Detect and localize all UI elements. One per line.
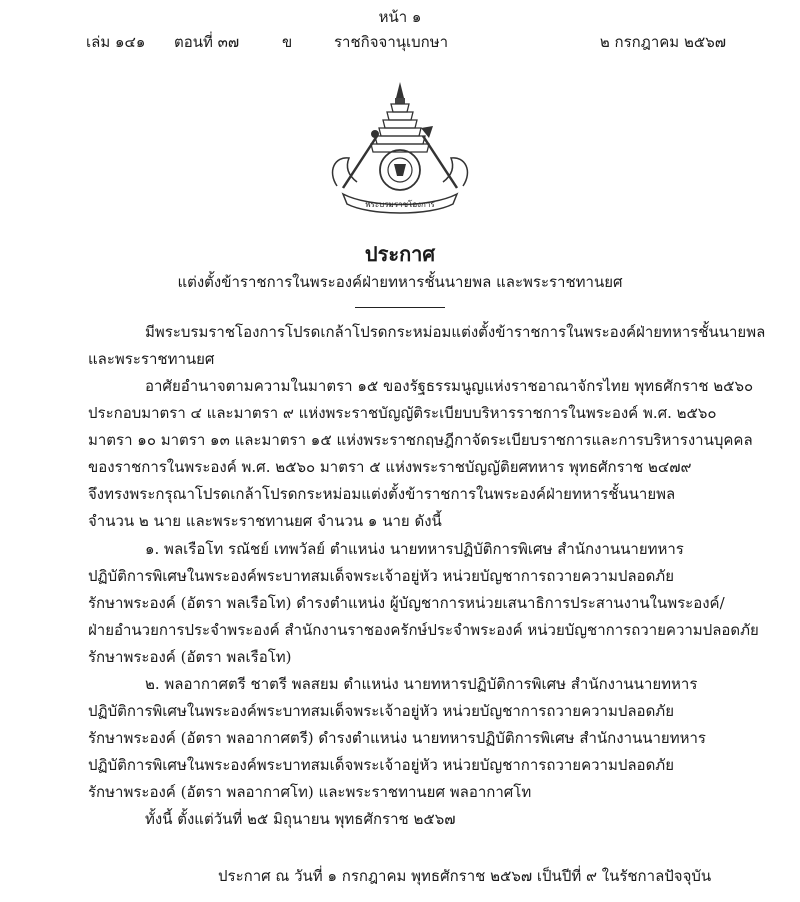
body-line: รักษาพระองค์ (อัตรา พลอากาศตรี) ดำรงตำแหน่ง นายทหารปฏิบัติการพิเศษ สำนักงานนายทหาร — [88, 729, 706, 747]
body-line: จึงทรงพระกรุณาโปรดเกล้าโปรดกระหม่อมแต่งตั้งข้าราชการในพระองค์ฝ่ายทหารชั้นนายพล — [88, 485, 676, 503]
announcement-subtitle: แต่งตั้งข้าราชการในพระองค์ฝ่ายทหารชั้นนายพล และพระราชทานยศ — [177, 273, 623, 291]
volume-number: เล่ม ๑๔๑ — [86, 33, 146, 51]
body-line: ๒. พลอากาศตรี ชาตรี พลสยม ตำแหน่ง นายทหารปฏิบัติการพิเศษ สำนักงานนายทหาร — [145, 675, 698, 693]
announcement-title: ประกาศ — [364, 242, 436, 266]
body-line: ปฏิบัติการพิเศษในพระองค์พระบาทสมเด็จพระเจ้าอยู่หัว หน่วยบัญชาการถวายความปลอดภัย — [88, 702, 674, 720]
body-line: รักษาพระองค์ (อัตรา พลเรือโท) ดำรงตำแหน่ง ผู้บัญชาการหน่วยเสนาธิการประสานงานในพระองค์/ — [88, 594, 725, 612]
body-line: รักษาพระองค์ (อัตรา พลอากาศโท) และพระราชทานยศ พลอากาศโท — [88, 783, 532, 801]
body-line: ฝ่ายอำนวยการประจำพระองค์ สำนักงานราชองครักษ์ประจำพระองค์ หน่วยบัญชาการถวายความปลอดภัย — [88, 621, 759, 639]
body-line: รักษาพระองค์ (อัตรา พลเรือโท) — [88, 648, 292, 666]
section-part: ข — [282, 33, 293, 51]
royal-emblem-icon — [325, 76, 475, 216]
section-number: ตอนที่ ๓๗ — [174, 33, 240, 51]
body-line: ประกอบมาตรา ๔ และมาตรา ๙ แห่งพระราชบัญญัติระเบียบบริหารราชการในพระองค์ พ.ศ. ๒๕๖๐ — [88, 404, 717, 422]
svg-text:พระบรมราชโองการ: พระบรมราชโองการ — [365, 200, 435, 209]
body-line: ปฏิบัติการพิเศษในพระองค์พระบาทสมเด็จพระเจ้าอยู่หัว หน่วยบัญชาการถวายความปลอดภัย — [88, 756, 674, 774]
body-line: จำนวน ๒ นาย และพระราชทานยศ จำนวน ๑ นาย ดังนี้ — [88, 512, 442, 530]
gazette-header — [86, 30, 726, 52]
body-line: ของราชการในพระองค์ พ.ศ. ๒๕๖๐ มาตรา ๕ แห่งพระราชบัญญัติยศทหาร พุทธศักราช ๒๔๗๙ — [88, 458, 692, 476]
publication-date: ๒ กรกฎาคม ๒๕๖๗ — [599, 33, 726, 51]
body-line: ทั้งนี้ ตั้งแต่วันที่ ๒๕ มิถุนายน พุทธศักราช ๒๕๖๗ — [145, 810, 456, 828]
body-line: มาตรา ๑๐ มาตรา ๑๓ และมาตรา ๑๕ แห่งพระราชกฤษฎีกาจัดระเบียบราชการและการบริหารงานบุคคล — [88, 431, 753, 449]
body-line: มีพระบรมราชโองการโปรดเกล้าโปรดกระหม่อมแต่งตั้งข้าราชการในพระองค์ฝ่ายทหารชั้นนายพล — [145, 323, 766, 341]
title-divider — [355, 307, 445, 308]
closing-statement: ประกาศ ณ วันที่ ๑ กรกฎาคม พุทธศักราช ๒๕๖๗ เป็นปีที่ ๙ ในรัชกาลปัจจุบัน — [218, 867, 712, 885]
page-number: หน้า ๑ — [378, 8, 422, 26]
body-line: ๑. พลเรือโท รณัชย์ เทพวัลย์ ตำแหน่ง นายทหารปฏิบัติการพิเศษ สำนักงานนายทหาร — [145, 540, 684, 558]
body-line: และพระราชทานยศ — [88, 350, 215, 368]
publication-name: ราชกิจจานุเบกษา — [334, 33, 449, 51]
body-line: อาศัยอำนาจตามความในมาตรา ๑๕ ของรัฐธรรมนูญแห่งราชอาณาจักรไทย พุทธศักราช ๒๕๖๐ — [145, 377, 754, 395]
body-line: ปฏิบัติการพิเศษในพระองค์พระบาทสมเด็จพระเจ้าอยู่หัว หน่วยบัญชาการถวายความปลอดภัย — [88, 567, 674, 585]
